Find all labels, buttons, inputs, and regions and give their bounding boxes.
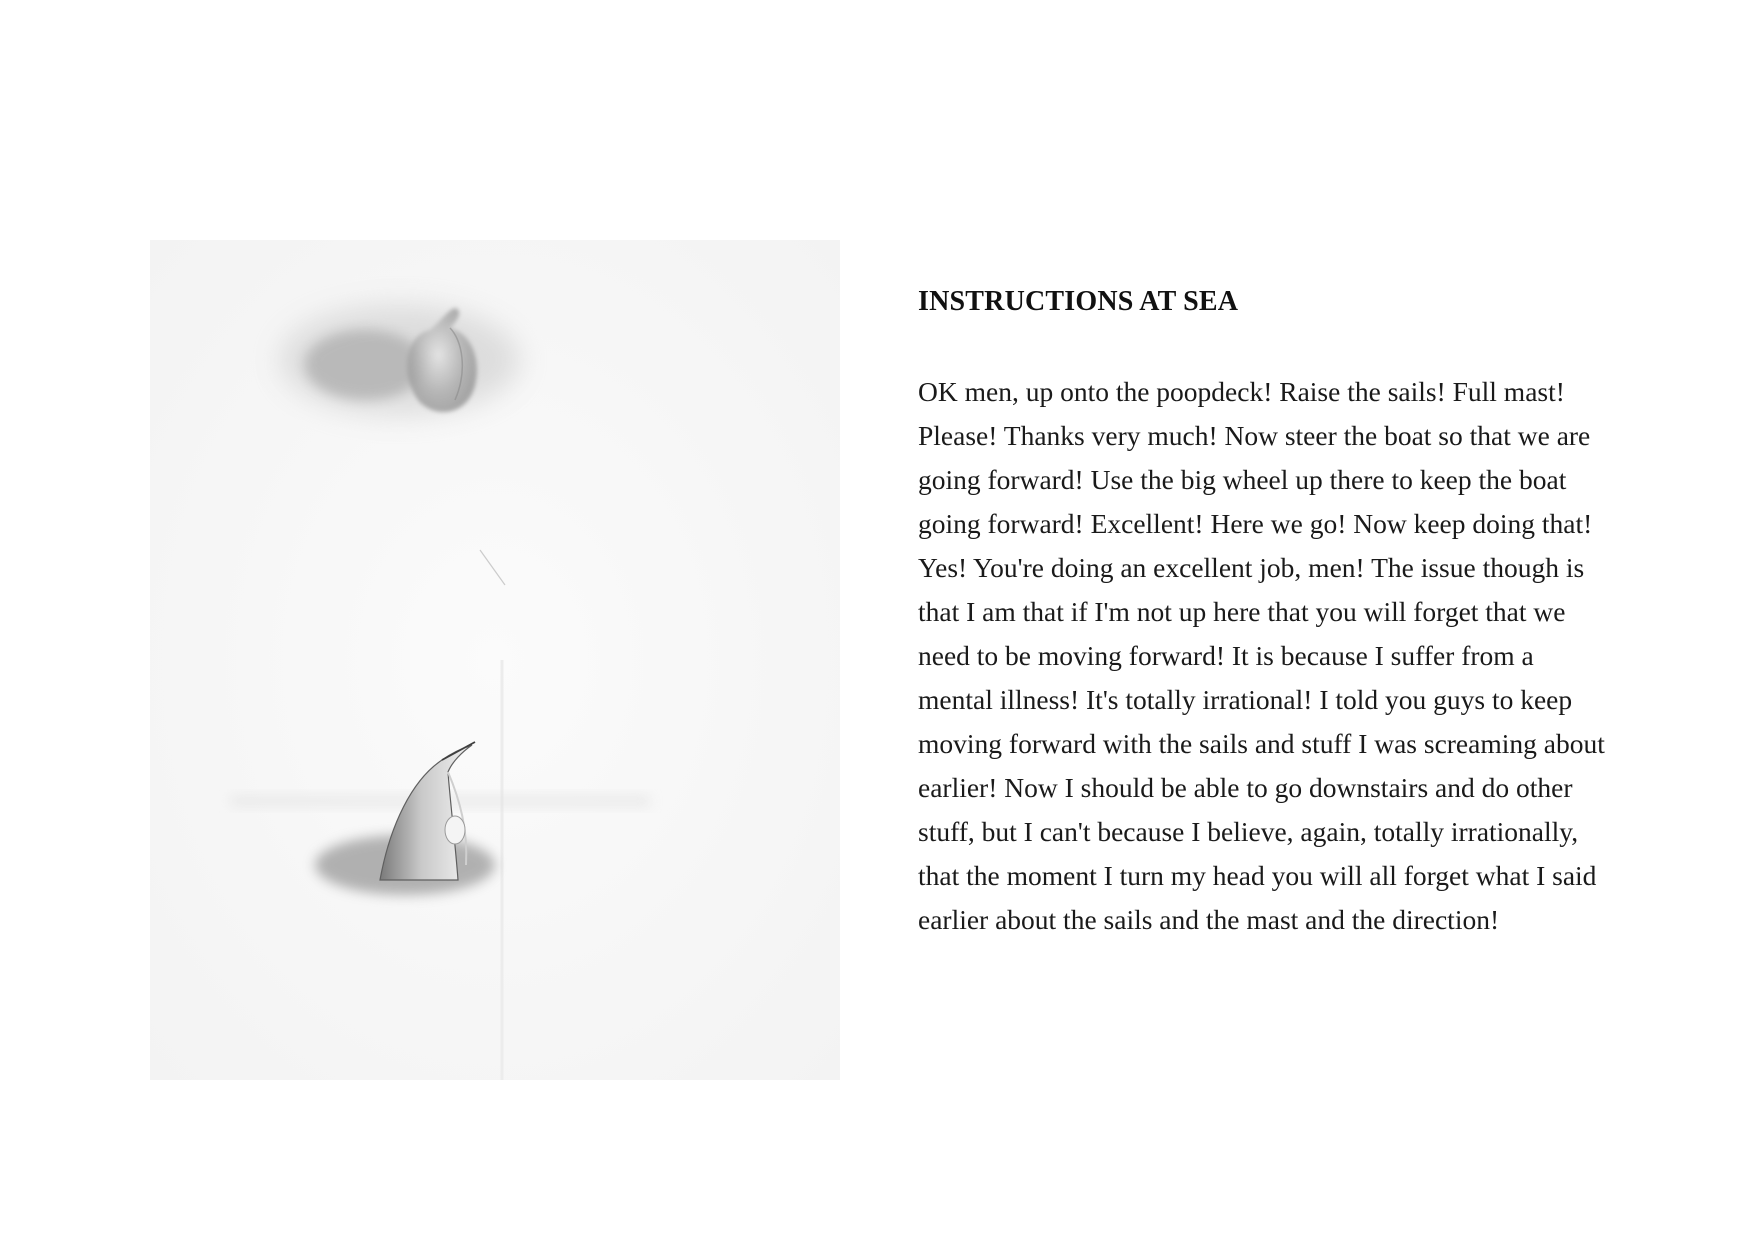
body-line: that I am that if I'm not up here that you will forget that we [918, 596, 1566, 627]
body-line: earlier! Now I should be able to go downstairs and do other [918, 772, 1573, 803]
body-line: mental illness! It's totally irrational! I told you guys to keep [918, 684, 1573, 715]
pencil-illustration [150, 240, 840, 1080]
body-line: moving forward with the sails and stuff I was screaming about [918, 728, 1605, 759]
text-column [918, 284, 1618, 942]
page-title: INSTRUCTIONS AT SEA [918, 286, 1239, 317]
body-line: OK men, up onto the poopdeck! Raise the sails! Full mast! [918, 376, 1565, 407]
body-line: that the moment I turn my head you will all forget what I said [918, 860, 1597, 891]
body-line: going forward! Use the big wheel up there to keep the boat [918, 464, 1567, 495]
body-line: earlier about the sails and the mast and the direction! [918, 904, 1500, 935]
body-line: Please! Thanks very much! Now steer the boat so that we are [918, 420, 1591, 451]
upper-shading-core [305, 330, 425, 400]
drawing-svg [150, 240, 840, 1080]
body-line: need to be moving forward! It is because I suffer from a [918, 640, 1534, 671]
body-line: Yes! You're doing an excellent job, men! The issue though is [918, 552, 1585, 583]
body-paragraph [918, 370, 1618, 942]
body-line: going forward! Excellent! Here we go! Now keep doing that! [918, 508, 1593, 539]
body-line: stuff, but I can't because I believe, again, totally irrationally, [918, 816, 1579, 847]
fin-nub [445, 816, 465, 844]
